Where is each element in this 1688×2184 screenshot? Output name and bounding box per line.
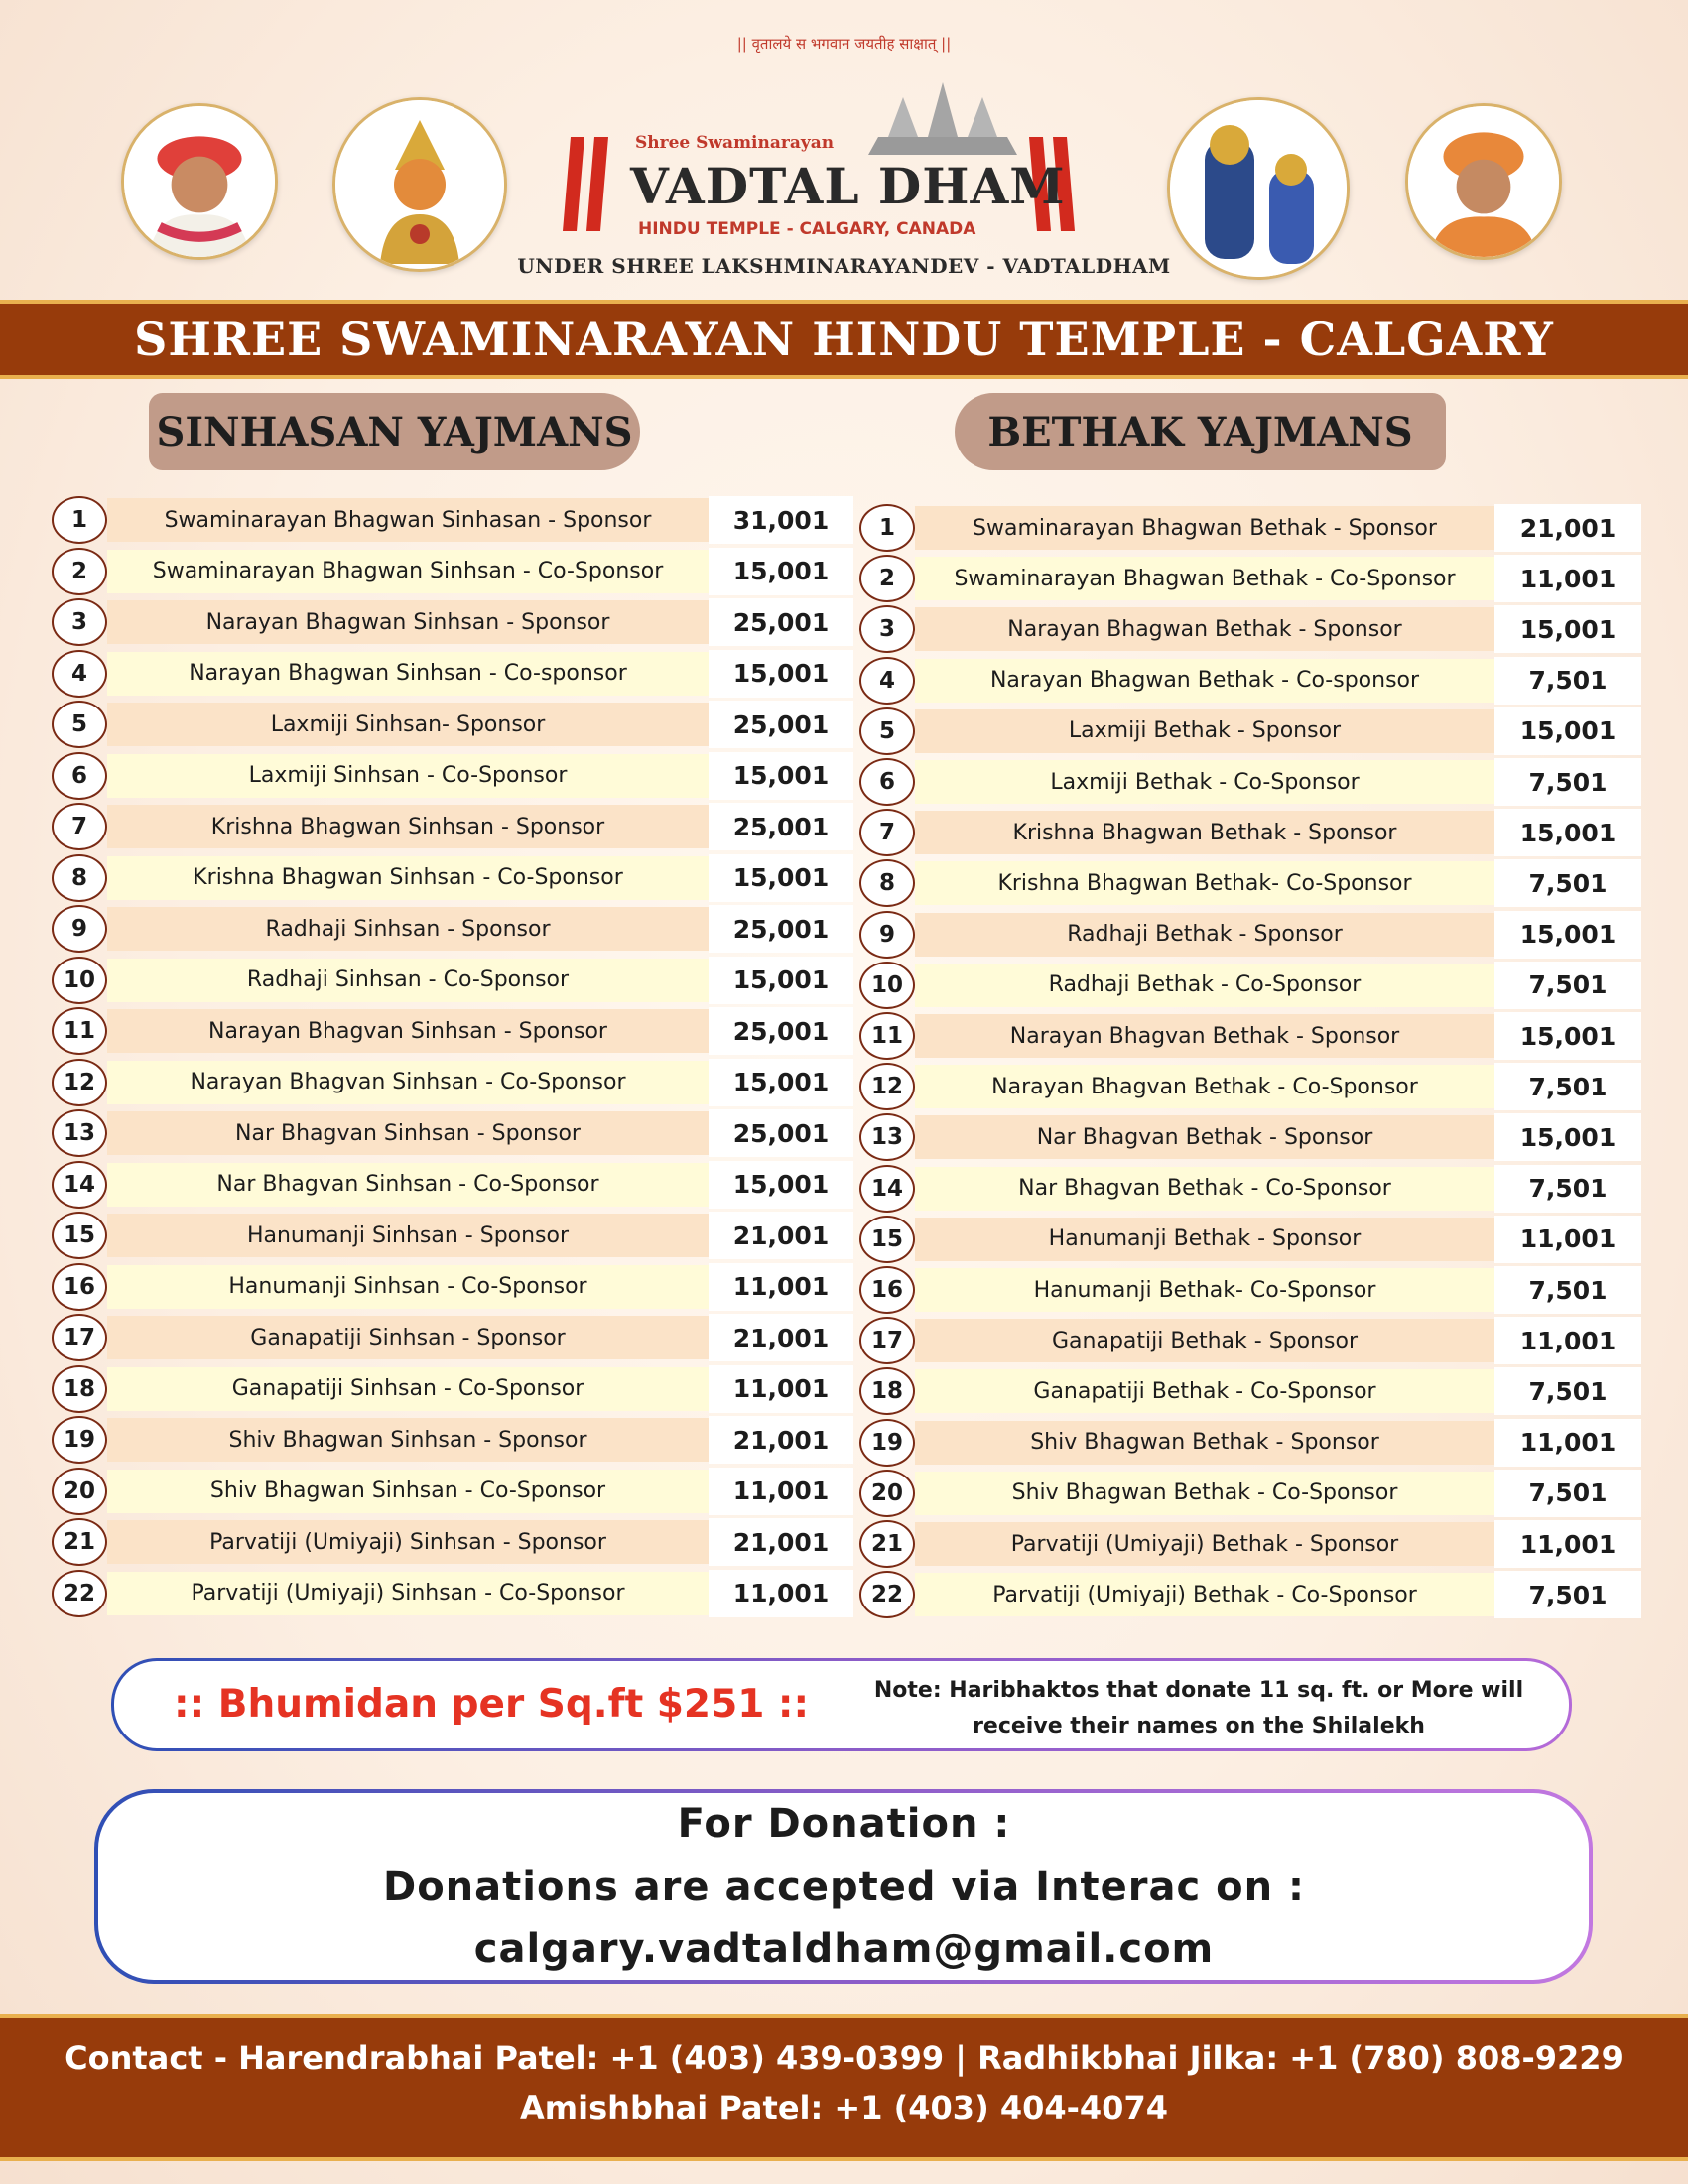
row-amount: 15,001 bbox=[709, 957, 853, 1004]
row-number-badge: 1 bbox=[859, 504, 915, 552]
row-description: Narayan Bhagwan Sinhsan - Sponsor bbox=[107, 600, 709, 644]
row-number-badge: 12 bbox=[859, 1063, 915, 1110]
row-number-badge: 1 bbox=[52, 496, 107, 544]
temple-icon bbox=[858, 77, 1027, 157]
row-number-badge: 14 bbox=[859, 1165, 915, 1213]
row-amount: 21,001 bbox=[1494, 504, 1641, 552]
row-number-badge: 13 bbox=[859, 1113, 915, 1161]
row-description: Radhaji Sinhsan - Co-Sponsor bbox=[107, 959, 709, 1002]
row-amount: 7,501 bbox=[1494, 962, 1641, 1009]
row-description: Parvatiji (Umiyaji) Sinhsan - Co-Sponsor bbox=[107, 1572, 709, 1615]
row-number-badge: 8 bbox=[52, 854, 107, 902]
row-number-badge: 21 bbox=[859, 1520, 915, 1568]
row-description: Parvatiji (Umiyaji) Bethak - Sponsor bbox=[915, 1522, 1494, 1566]
row-description: Shiv Bhagwan Bethak - Sponsor bbox=[915, 1421, 1494, 1465]
row-amount: 11,001 bbox=[709, 1263, 853, 1311]
row-description: Laxmiji Sinhsan- Sponsor bbox=[107, 703, 709, 746]
row-number-badge: 11 bbox=[52, 1007, 107, 1055]
row-number-badge: 18 bbox=[859, 1367, 915, 1415]
row-number-badge: 18 bbox=[52, 1365, 107, 1413]
row-description: Radhaji Bethak - Co-Sponsor bbox=[915, 964, 1494, 1007]
row-amount: 11,001 bbox=[1494, 555, 1641, 602]
shloka-text: || वृतालये स भगवान जयतीह साक्षात् || bbox=[736, 35, 952, 53]
guru-portrait-left bbox=[121, 103, 278, 260]
row-amount: 15,001 bbox=[1494, 1113, 1641, 1161]
hanuman-portrait bbox=[332, 97, 507, 272]
row-description: Krishna Bhagwan Bethak - Sponsor bbox=[915, 811, 1494, 854]
contact-line-1: Contact - Harendrabhai Patel: +1 (403) 439-0399 | Radhikbhai Jilka: +1 (780) 808-9229 bbox=[65, 2039, 1623, 2077]
contact-footer bbox=[0, 2014, 1688, 2161]
row-number-badge: 2 bbox=[52, 548, 107, 595]
title-banner bbox=[0, 300, 1688, 379]
row-amount: 15,001 bbox=[1494, 911, 1641, 959]
row-number-badge: 4 bbox=[859, 657, 915, 705]
row-description: Narayan Bhagwan Sinhsan - Co-sponsor bbox=[107, 652, 709, 696]
row-amount: 7,501 bbox=[1494, 1063, 1641, 1110]
row-number-badge: 20 bbox=[52, 1468, 107, 1515]
row-number-badge: 6 bbox=[52, 752, 107, 800]
row-number-badge: 9 bbox=[859, 911, 915, 959]
row-amount: 21,001 bbox=[709, 1212, 853, 1259]
row-description: Narayan Bhagvan Bethak - Sponsor bbox=[915, 1014, 1494, 1058]
row-amount: 25,001 bbox=[709, 905, 853, 953]
deities-portrait bbox=[1167, 97, 1350, 280]
row-number-badge: 7 bbox=[52, 803, 107, 850]
row-number-badge: 6 bbox=[859, 758, 915, 806]
row-number-badge: 21 bbox=[52, 1518, 107, 1566]
row-amount: 7,501 bbox=[1494, 758, 1641, 806]
row-amount: 7,501 bbox=[1494, 657, 1641, 705]
row-description: Swaminarayan Bhagwan Bethak - Sponsor bbox=[915, 506, 1494, 550]
row-number-badge: 4 bbox=[52, 650, 107, 698]
row-number-badge: 2 bbox=[859, 555, 915, 602]
bethak-heading: BETHAK YAJMANS bbox=[955, 393, 1446, 470]
row-description: Hanumanji Bethak - Sponsor bbox=[915, 1218, 1494, 1261]
row-number-badge: 5 bbox=[859, 707, 915, 755]
row-description: Krishna Bhagwan Sinhsan - Co-Sponsor bbox=[107, 856, 709, 900]
row-amount: 7,501 bbox=[1494, 1470, 1641, 1517]
sinhasan-heading: SINHASAN YAJMANS bbox=[149, 393, 640, 470]
row-number-badge: 13 bbox=[52, 1109, 107, 1157]
row-description: Hanumanji Sinhsan - Sponsor bbox=[107, 1214, 709, 1257]
row-description: Narayan Bhagwan Bethak - Sponsor bbox=[915, 607, 1494, 651]
row-description: Narayan Bhagvan Bethak - Co-Sponsor bbox=[915, 1065, 1494, 1108]
row-number-badge: 15 bbox=[52, 1212, 107, 1259]
row-amount: 15,001 bbox=[1494, 1012, 1641, 1060]
row-amount: 25,001 bbox=[709, 1109, 853, 1157]
row-description: Parvatiji (Umiyaji) Sinhsan - Sponsor bbox=[107, 1520, 709, 1564]
row-amount: 7,501 bbox=[1494, 1367, 1641, 1415]
row-number-badge: 9 bbox=[52, 905, 107, 953]
under-text: UNDER SHREE LAKSHMINARAYANDEV - VADTALDHAM bbox=[517, 254, 1171, 278]
row-description: Narayan Bhagvan Sinhsan - Sponsor bbox=[107, 1009, 709, 1053]
row-amount: 21,001 bbox=[709, 1416, 853, 1464]
row-amount: 11,001 bbox=[1494, 1520, 1641, 1568]
row-description: Ganapatiji Bethak - Sponsor bbox=[915, 1319, 1494, 1362]
row-number-badge: 22 bbox=[52, 1570, 107, 1617]
row-amount: 11,001 bbox=[709, 1468, 853, 1515]
row-amount: 21,001 bbox=[709, 1314, 853, 1361]
row-description: Nar Bhagvan Sinhsan - Co-Sponsor bbox=[107, 1163, 709, 1207]
row-number-badge: 3 bbox=[859, 605, 915, 653]
bhumidan-note bbox=[851, 1673, 1546, 1744]
row-description: Nar Bhagvan Bethak - Co-Sponsor bbox=[915, 1167, 1494, 1211]
row-amount: 15,001 bbox=[1494, 809, 1641, 856]
row-number-badge: 3 bbox=[52, 598, 107, 646]
row-number-badge: 15 bbox=[859, 1216, 915, 1263]
row-description: Nar Bhagvan Bethak - Sponsor bbox=[915, 1115, 1494, 1159]
donation-email[interactable]: calgary.vadtaldham@gmail.com bbox=[473, 1926, 1215, 1972]
row-number-badge: 16 bbox=[52, 1263, 107, 1311]
row-amount: 25,001 bbox=[709, 701, 853, 748]
row-amount: 11,001 bbox=[709, 1365, 853, 1413]
row-description: Hanumanji Sinhsan - Co-Sponsor bbox=[107, 1265, 709, 1309]
row-amount: 7,501 bbox=[1494, 1571, 1641, 1618]
row-amount: 15,001 bbox=[709, 854, 853, 902]
banner-title: SHREE SWAMINARAYAN HINDU TEMPLE - CALGARY bbox=[134, 313, 1554, 366]
bhumidan-rate: :: Bhumidan per Sq.ft $251 :: bbox=[174, 1682, 810, 1727]
row-amount: 11,001 bbox=[1494, 1216, 1641, 1263]
row-number-badge: 17 bbox=[859, 1317, 915, 1364]
row-description: Shiv Bhagwan Sinhsan - Co-Sponsor bbox=[107, 1470, 709, 1513]
row-amount: 7,501 bbox=[1494, 859, 1641, 907]
row-amount: 7,501 bbox=[1494, 1266, 1641, 1314]
row-description: Laxmiji Sinhsan - Co-Sponsor bbox=[107, 754, 709, 798]
row-amount: 25,001 bbox=[709, 1007, 853, 1055]
row-number-badge: 10 bbox=[52, 957, 107, 1004]
row-amount: 31,001 bbox=[709, 496, 853, 544]
row-amount: 11,001 bbox=[1494, 1419, 1641, 1467]
row-number-badge: 5 bbox=[52, 701, 107, 748]
red-stripes-left bbox=[561, 137, 620, 231]
row-amount: 15,001 bbox=[709, 1161, 853, 1209]
donation-heading: For Donation : bbox=[677, 1801, 1011, 1847]
row-description: Radhaji Sinhsan - Sponsor bbox=[107, 907, 709, 951]
row-description: Ganapatiji Sinhsan - Sponsor bbox=[107, 1316, 709, 1359]
row-amount: 15,001 bbox=[709, 650, 853, 698]
row-description: Ganapatiji Sinhsan - Co-Sponsor bbox=[107, 1367, 709, 1411]
row-number-badge: 10 bbox=[859, 962, 915, 1009]
row-description: Narayan Bhagwan Bethak - Co-sponsor bbox=[915, 659, 1494, 703]
row-description: Swaminarayan Bhagwan Bethak - Co-Sponsor bbox=[915, 557, 1494, 600]
row-amount: 11,001 bbox=[709, 1570, 853, 1617]
row-description: Narayan Bhagvan Sinhsan - Co-Sponsor bbox=[107, 1061, 709, 1104]
row-amount: 7,501 bbox=[1494, 1165, 1641, 1213]
row-number-badge: 22 bbox=[859, 1571, 915, 1618]
row-description: Laxmiji Bethak - Co-Sponsor bbox=[915, 760, 1494, 804]
logo-subtitle: HINDU TEMPLE - CALGARY, CANADA bbox=[638, 219, 976, 239]
row-amount: 15,001 bbox=[1494, 707, 1641, 755]
guru-portrait-right bbox=[1405, 103, 1562, 260]
row-description: Radhaji Bethak - Sponsor bbox=[915, 913, 1494, 957]
row-number-badge: 16 bbox=[859, 1266, 915, 1314]
row-amount: 15,001 bbox=[709, 1059, 853, 1106]
row-number-badge: 17 bbox=[52, 1314, 107, 1361]
row-number-badge: 8 bbox=[859, 859, 915, 907]
row-description: Hanumanji Bethak- Co-Sponsor bbox=[915, 1268, 1494, 1312]
logo-title: VADTAL DHAM bbox=[630, 157, 1066, 215]
row-description: Shiv Bhagwan Sinhsan - Sponsor bbox=[107, 1418, 709, 1462]
row-description: Nar Bhagvan Sinhsan - Sponsor bbox=[107, 1111, 709, 1155]
bhumidan-note-line2: receive their names on the Shilalekh bbox=[973, 1714, 1425, 1738]
row-number-badge: 7 bbox=[859, 809, 915, 856]
row-amount: 15,001 bbox=[709, 752, 853, 800]
row-number-badge: 14 bbox=[52, 1161, 107, 1209]
row-number-badge: 12 bbox=[52, 1059, 107, 1106]
row-description: Ganapatiji Bethak - Co-Sponsor bbox=[915, 1369, 1494, 1413]
row-description: Parvatiji (Umiyaji) Bethak - Co-Sponsor bbox=[915, 1573, 1494, 1616]
row-amount: 11,001 bbox=[1494, 1317, 1641, 1364]
row-description: Krishna Bhagwan Sinhsan - Sponsor bbox=[107, 805, 709, 848]
row-amount: 25,001 bbox=[709, 803, 853, 850]
contact-line-2: Amishbhai Patel: +1 (403) 404-4074 bbox=[520, 2089, 1168, 2126]
row-amount: 21,001 bbox=[709, 1518, 853, 1566]
row-number-badge: 20 bbox=[859, 1470, 915, 1517]
row-description: Swaminarayan Bhagwan Sinhsan - Co-Sponsor bbox=[107, 550, 709, 593]
row-description: Laxmiji Bethak - Sponsor bbox=[915, 709, 1494, 753]
row-amount: 25,001 bbox=[709, 598, 853, 646]
row-description: Swaminarayan Bhagwan Sinhasan - Sponsor bbox=[107, 498, 709, 542]
donation-interac: Donations are accepted via Interac on : bbox=[383, 1864, 1305, 1910]
bhumidan-note-line1: Note: Haribhaktos that donate 11 sq. ft. or More will bbox=[873, 1678, 1524, 1703]
row-number-badge: 19 bbox=[859, 1419, 915, 1467]
row-amount: 15,001 bbox=[709, 548, 853, 595]
row-description: Krishna Bhagwan Bethak- Co-Sponsor bbox=[915, 861, 1494, 905]
row-amount: 15,001 bbox=[1494, 605, 1641, 653]
row-description: Shiv Bhagwan Bethak - Co-Sponsor bbox=[915, 1472, 1494, 1515]
row-number-badge: 19 bbox=[52, 1416, 107, 1464]
logo-small-text: Shree Swaminarayan bbox=[635, 133, 835, 153]
row-number-badge: 11 bbox=[859, 1012, 915, 1060]
